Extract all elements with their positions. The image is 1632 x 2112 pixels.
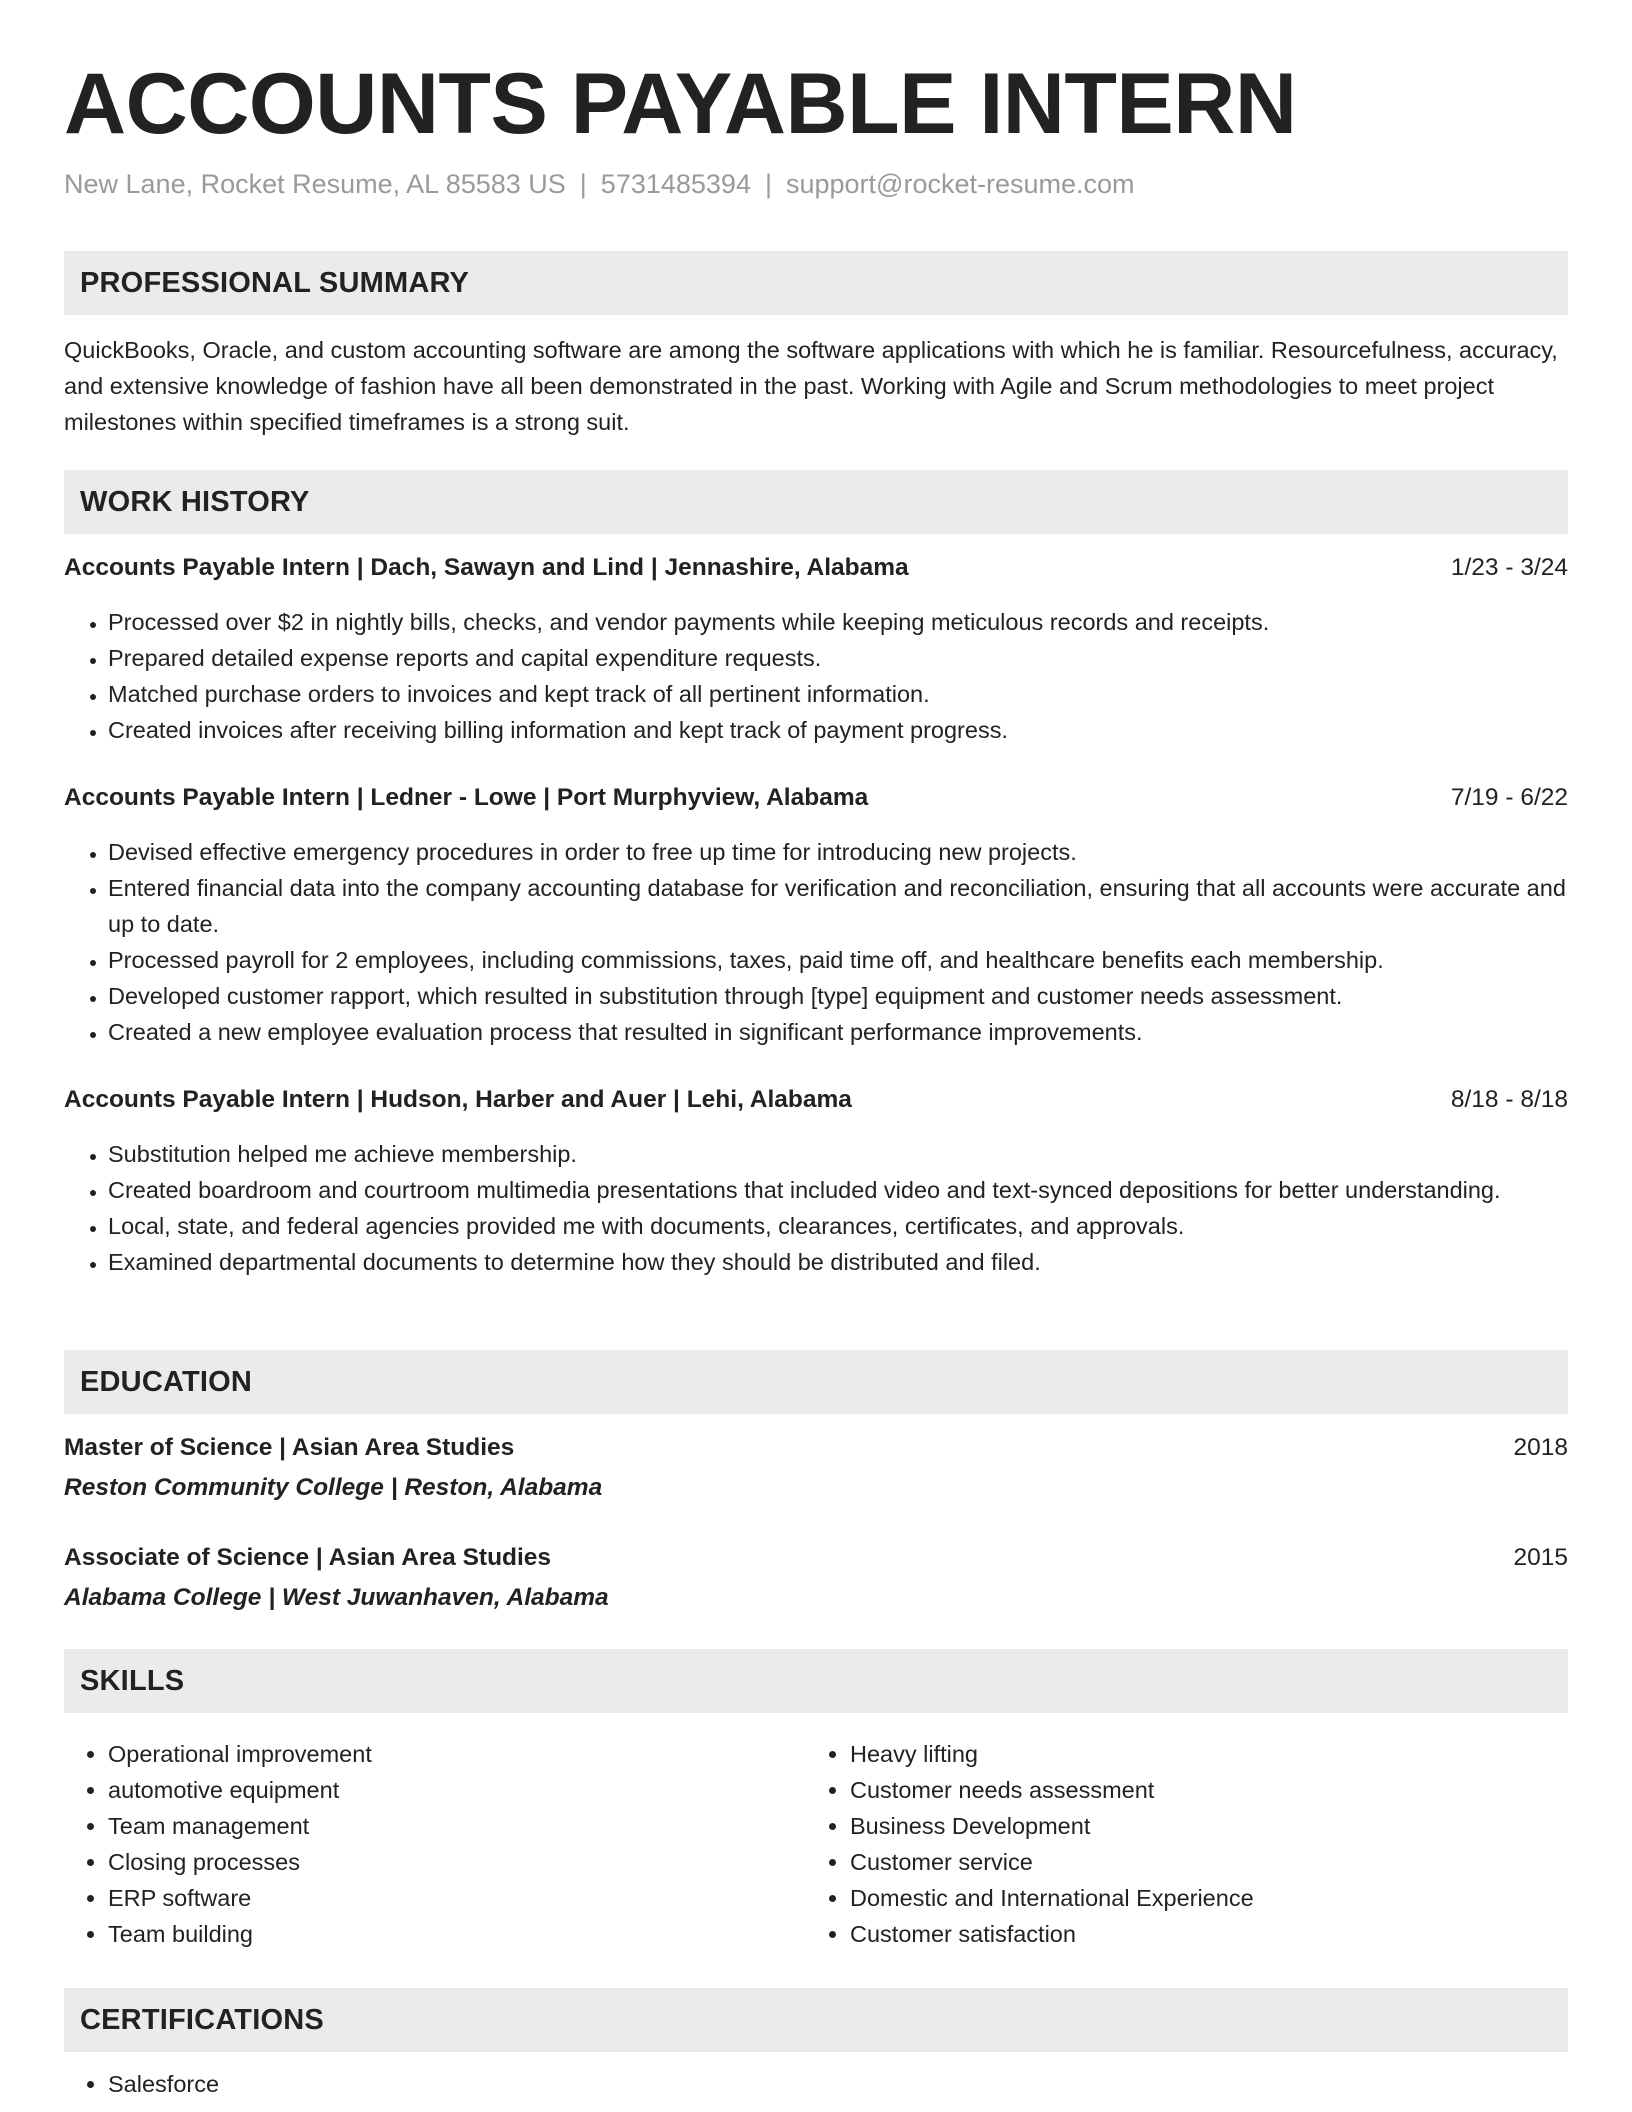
contact-address: New Lane, Rocket Resume, AL 85583 US — [64, 169, 566, 199]
education-header — [64, 1540, 1568, 1576]
education-entry — [64, 1430, 1568, 1506]
job-title: Accounts Payable Intern | Dach, Sawayn and Lind | Jennashire, Alabama — [64, 554, 909, 581]
job-entry — [64, 780, 1568, 1050]
job-bullet: • Processed payroll for 2 employees, including commissions, taxes, paid time off, and healthcare benefits each membership. — [108, 942, 1568, 978]
job-bullet: • Devised effective emergency procedures in order to free up time for introducing new projects. — [108, 834, 1568, 870]
skill-item: • ERP software — [108, 1880, 806, 1916]
job-dates: 7/19 - 6/22 — [1450, 784, 1568, 811]
job-bullets — [64, 604, 1568, 748]
job-bullet: • Created a new employee evaluation process that resulted in significant performance improvements. — [108, 1014, 1568, 1050]
education-degree: Associate of Science | Asian Area Studies — [64, 1544, 552, 1571]
section-title: PROFESSIONAL SUMMARY — [80, 266, 470, 299]
contact-line — [64, 166, 1135, 202]
section-title: EDUCATION — [80, 1365, 253, 1398]
job-header — [64, 550, 1568, 586]
job-bullets — [64, 834, 1568, 1050]
skills-list — [64, 1736, 1568, 1952]
job-header — [64, 1082, 1568, 1118]
skill-item: • Customer service — [850, 1844, 1548, 1880]
education-school: Alabama College | West Juwanhaven, Alabama — [64, 1584, 609, 1611]
skill-item: • Closing processes — [108, 1844, 806, 1880]
section-title: WORK HISTORY — [80, 485, 310, 518]
job-bullets — [64, 1136, 1568, 1280]
contact-separator: | — [579, 169, 587, 199]
skill-item: • Business Development — [850, 1808, 1548, 1844]
education-header — [64, 1430, 1568, 1466]
education-year: 2018 — [1513, 1434, 1568, 1461]
job-bullet: • Created boardroom and courtroom multimedia presentations that included video and text-synced depositions for better understanding. — [108, 1172, 1568, 1208]
skill-item: • automotive equipment — [108, 1772, 806, 1808]
job-title: Accounts Payable Intern | Ledner - Lowe | Port Murphyview, Alabama — [64, 784, 869, 811]
section-header-work-history — [64, 470, 1568, 534]
contact-phone: 5731485394 — [600, 169, 751, 199]
job-header — [64, 780, 1568, 816]
skills-column-right — [806, 1736, 1548, 1952]
summary-text: QuickBooks, Oracle, and custom accounting software are among the software applications with which he is familiar. Resourcefulness, accuracy, and extensive knowledge of fashion have all been demonstrated in the past. Working with Agile and Scrum methodologies to meet project milestones within specified timeframes is a strong suit. — [64, 337, 1558, 435]
skill-item: • Team management — [108, 1808, 806, 1844]
skills-column-left — [64, 1736, 806, 1952]
section-title: SKILLS — [80, 1664, 185, 1697]
job-bullet: • Examined departmental documents to determine how they should be distributed and filed. — [108, 1244, 1568, 1280]
job-entry — [64, 1082, 1568, 1280]
education-year: 2015 — [1513, 1544, 1568, 1571]
job-title: Accounts Payable Intern | Hudson, Harber and Auer | Lehi, Alabama — [64, 1086, 852, 1113]
skill-item: • Heavy lifting — [850, 1736, 1548, 1772]
contact-separator: | — [764, 169, 772, 199]
section-header-certifications — [64, 1988, 1568, 2052]
job-bullet: • Local, state, and federal agencies provided me with documents, clearances, certificates, and approvals. — [108, 1208, 1568, 1244]
section-header-skills — [64, 1649, 1568, 1713]
job-bullet: • Processed over $2 in nightly bills, checks, and vendor payments while keeping meticulous records and receipts. — [108, 604, 1568, 640]
education-degree: Master of Science | Asian Area Studies — [64, 1434, 515, 1461]
skill-item: • Domestic and International Experience — [850, 1880, 1548, 1916]
certification-item: • Salesforce — [108, 2066, 1568, 2102]
job-bullet: • Developed customer rapport, which resulted in substitution through [type] equipment and customer needs assessment. — [108, 978, 1568, 1014]
job-bullet: • Prepared detailed expense reports and capital expenditure requests. — [108, 640, 1568, 676]
job-bullet: • Matched purchase orders to invoices and kept track of all pertinent information. — [108, 676, 1568, 712]
education-school: Reston Community College | Reston, Alabama — [64, 1474, 603, 1501]
skill-item: • Customer needs assessment — [850, 1772, 1548, 1808]
section-title: CERTIFICATIONS — [80, 2003, 324, 2036]
job-dates: 1/23 - 3/24 — [1450, 554, 1568, 581]
skill-item: • Customer satisfaction — [850, 1916, 1548, 1952]
education-entry — [64, 1540, 1568, 1616]
skill-item: • Operational improvement — [108, 1736, 806, 1772]
job-entry — [64, 550, 1568, 748]
job-bullet: • Substitution helped me achieve membership. — [108, 1136, 1568, 1172]
resume-name: ACCOUNTS PAYABLE INTERN — [64, 56, 1297, 152]
job-dates: 8/18 - 8/18 — [1450, 1086, 1568, 1113]
job-bullet: • Entered financial data into the company accounting database for verification and reconciliation, ensuring that all accounts were accurate and up to date. — [108, 870, 1568, 942]
section-header-summary — [64, 251, 1568, 315]
job-bullet: • Created invoices after receiving billing information and kept track of payment progress. — [108, 712, 1568, 748]
section-header-education — [64, 1350, 1568, 1414]
contact-email: support@rocket-resume.com — [785, 169, 1135, 199]
certifications-list — [64, 2066, 1568, 2102]
skill-item: • Team building — [108, 1916, 806, 1952]
